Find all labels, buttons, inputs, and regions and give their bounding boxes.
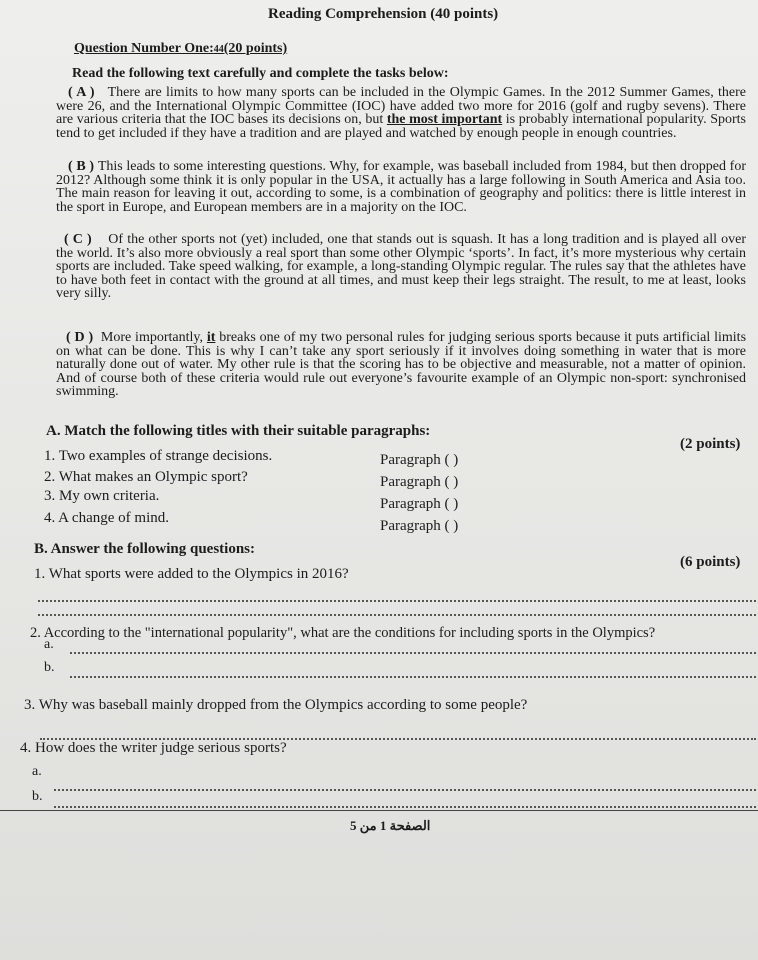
page-title: Reading Comprehension (40 points)	[268, 6, 499, 22]
match-item-3: 3. My own criteria.	[44, 488, 160, 504]
match-answer-3[interactable]: Paragraph ( )	[380, 496, 459, 512]
question-b3: 3. Why was baseball mainly dropped from the Olympics according to some people?	[24, 697, 528, 713]
paragraph-d-text-2: breaks one of my two personal rules for judging serious sports because it puts artificial limits on what can be done. This is why I can’t take any sport seriously if it involves doing something in water that is more naturally done out of water. My other rule is that the scoring has to be objective and measurable, not a matter of opinion. And of course both of these criteria would rule out everyone’s favourite example of an Olympic non-sport: synchronised swimming.	[56, 330, 747, 399]
answer-label-b2a: a.	[44, 637, 54, 652]
match-answer-4[interactable]: Paragraph ( )	[380, 518, 459, 534]
answer-label-b2b: b.	[44, 660, 55, 675]
answer-line-b4b[interactable]	[54, 806, 756, 808]
paragraph-b-text: This leads to some interesting questions. Why, for example, was baseball included from 1984, but then dropped for 2012? Although some think it is only popular in the USA, it actually has a large following in South America and Asia too. The main reason for leaving it out, according to some, is a combination of geography and politics: there is little interest in the sport in Europe, and European members are in a majority on the IOC.	[56, 159, 747, 215]
paragraph-d-text-1: More importantly,	[100, 330, 207, 345]
answer-line-b2a[interactable]	[70, 652, 756, 654]
answer-label-b4a: a.	[32, 764, 42, 779]
paragraph-a-label: ( A )	[68, 85, 95, 100]
handwritten-mark: 44	[213, 44, 224, 55]
match-answer-2[interactable]: Paragraph ( )	[380, 474, 459, 490]
answer-line-b2b[interactable]	[70, 676, 756, 678]
section-a-points: (2 points)	[680, 436, 741, 452]
paragraph-d	[56, 331, 746, 399]
paragraph-c-text: Of the other sports not (yet) included, one that stands out is squash. It has a long tradition and is played all over the world. It’s also more obviously a real sport than some other Olympic ‘sports’. In fact, it’s more mysterious why certain sports are included. Take speed walking, for example, a long-standing Olympic regular. The rules say that the athletes have to have both feet in contact with the ground at all times, and must keep their legs straight. The result, to me at least, looks very silly.	[56, 232, 746, 301]
paragraph-b-label: ( B )	[68, 159, 95, 174]
paragraph-a-text-2: is probably international popularity. Sports tend to get included if they have a tradition and are played and watched by enough people in enough countries.	[56, 112, 746, 141]
question-one-heading	[74, 41, 287, 57]
question-b4: 4. How does the writer judge serious sports?	[20, 740, 287, 756]
paragraph-a-emphasis: the most important	[386, 112, 503, 127]
section-b-points: (6 points)	[680, 554, 741, 570]
answer-line-b4a[interactable]	[54, 789, 756, 791]
section-b-heading: B. Answer the following questions:	[34, 541, 256, 557]
paragraph-b	[56, 160, 746, 214]
match-item-4: 4. A change of mind.	[44, 510, 169, 526]
paragraph-d-label: ( D )	[66, 330, 94, 345]
page-number-footer: الصفحة 1 من 5	[350, 818, 431, 833]
question-b1: 1. What sports were added to the Olympics in 2016?	[34, 566, 349, 582]
paragraph-a-text-1: There are limits to how many sports can be included in the Olympic Games. In the 2012 Summer Games, there were 26, and the International Olympic Committee (IOC) have added two more for 2016 (golf and rugby sevens). There are various criteria that the IOC bases its decisions on, but	[56, 85, 747, 127]
match-item-2: 2. What makes an Olympic sport?	[44, 469, 248, 485]
question-one-label: Question Number One:	[74, 41, 214, 56]
question-b2: 2. According to the "international popularity", what are the conditions for including sports in the Olympics?	[30, 625, 656, 641]
match-item-1: 1. Two examples of strange decisions.	[44, 448, 273, 464]
answer-label-b4b: b.	[32, 789, 43, 804]
paragraph-d-emphasis: it	[206, 330, 216, 345]
footer-divider	[0, 810, 758, 811]
paragraph-a	[56, 86, 746, 140]
paragraph-c	[56, 233, 746, 301]
answer-line-b1[interactable]	[38, 600, 756, 602]
answer-line-b1-extra[interactable]	[38, 614, 756, 616]
instruction-text: Read the following text carefully and complete the tasks below:	[72, 66, 449, 81]
match-answer-1[interactable]: Paragraph ( )	[380, 452, 459, 468]
paragraph-c-label: ( C )	[64, 232, 92, 247]
section-a-heading: A. Match the following titles with their suitable paragraphs:	[46, 423, 431, 439]
question-one-points: (20 points)	[223, 41, 288, 56]
